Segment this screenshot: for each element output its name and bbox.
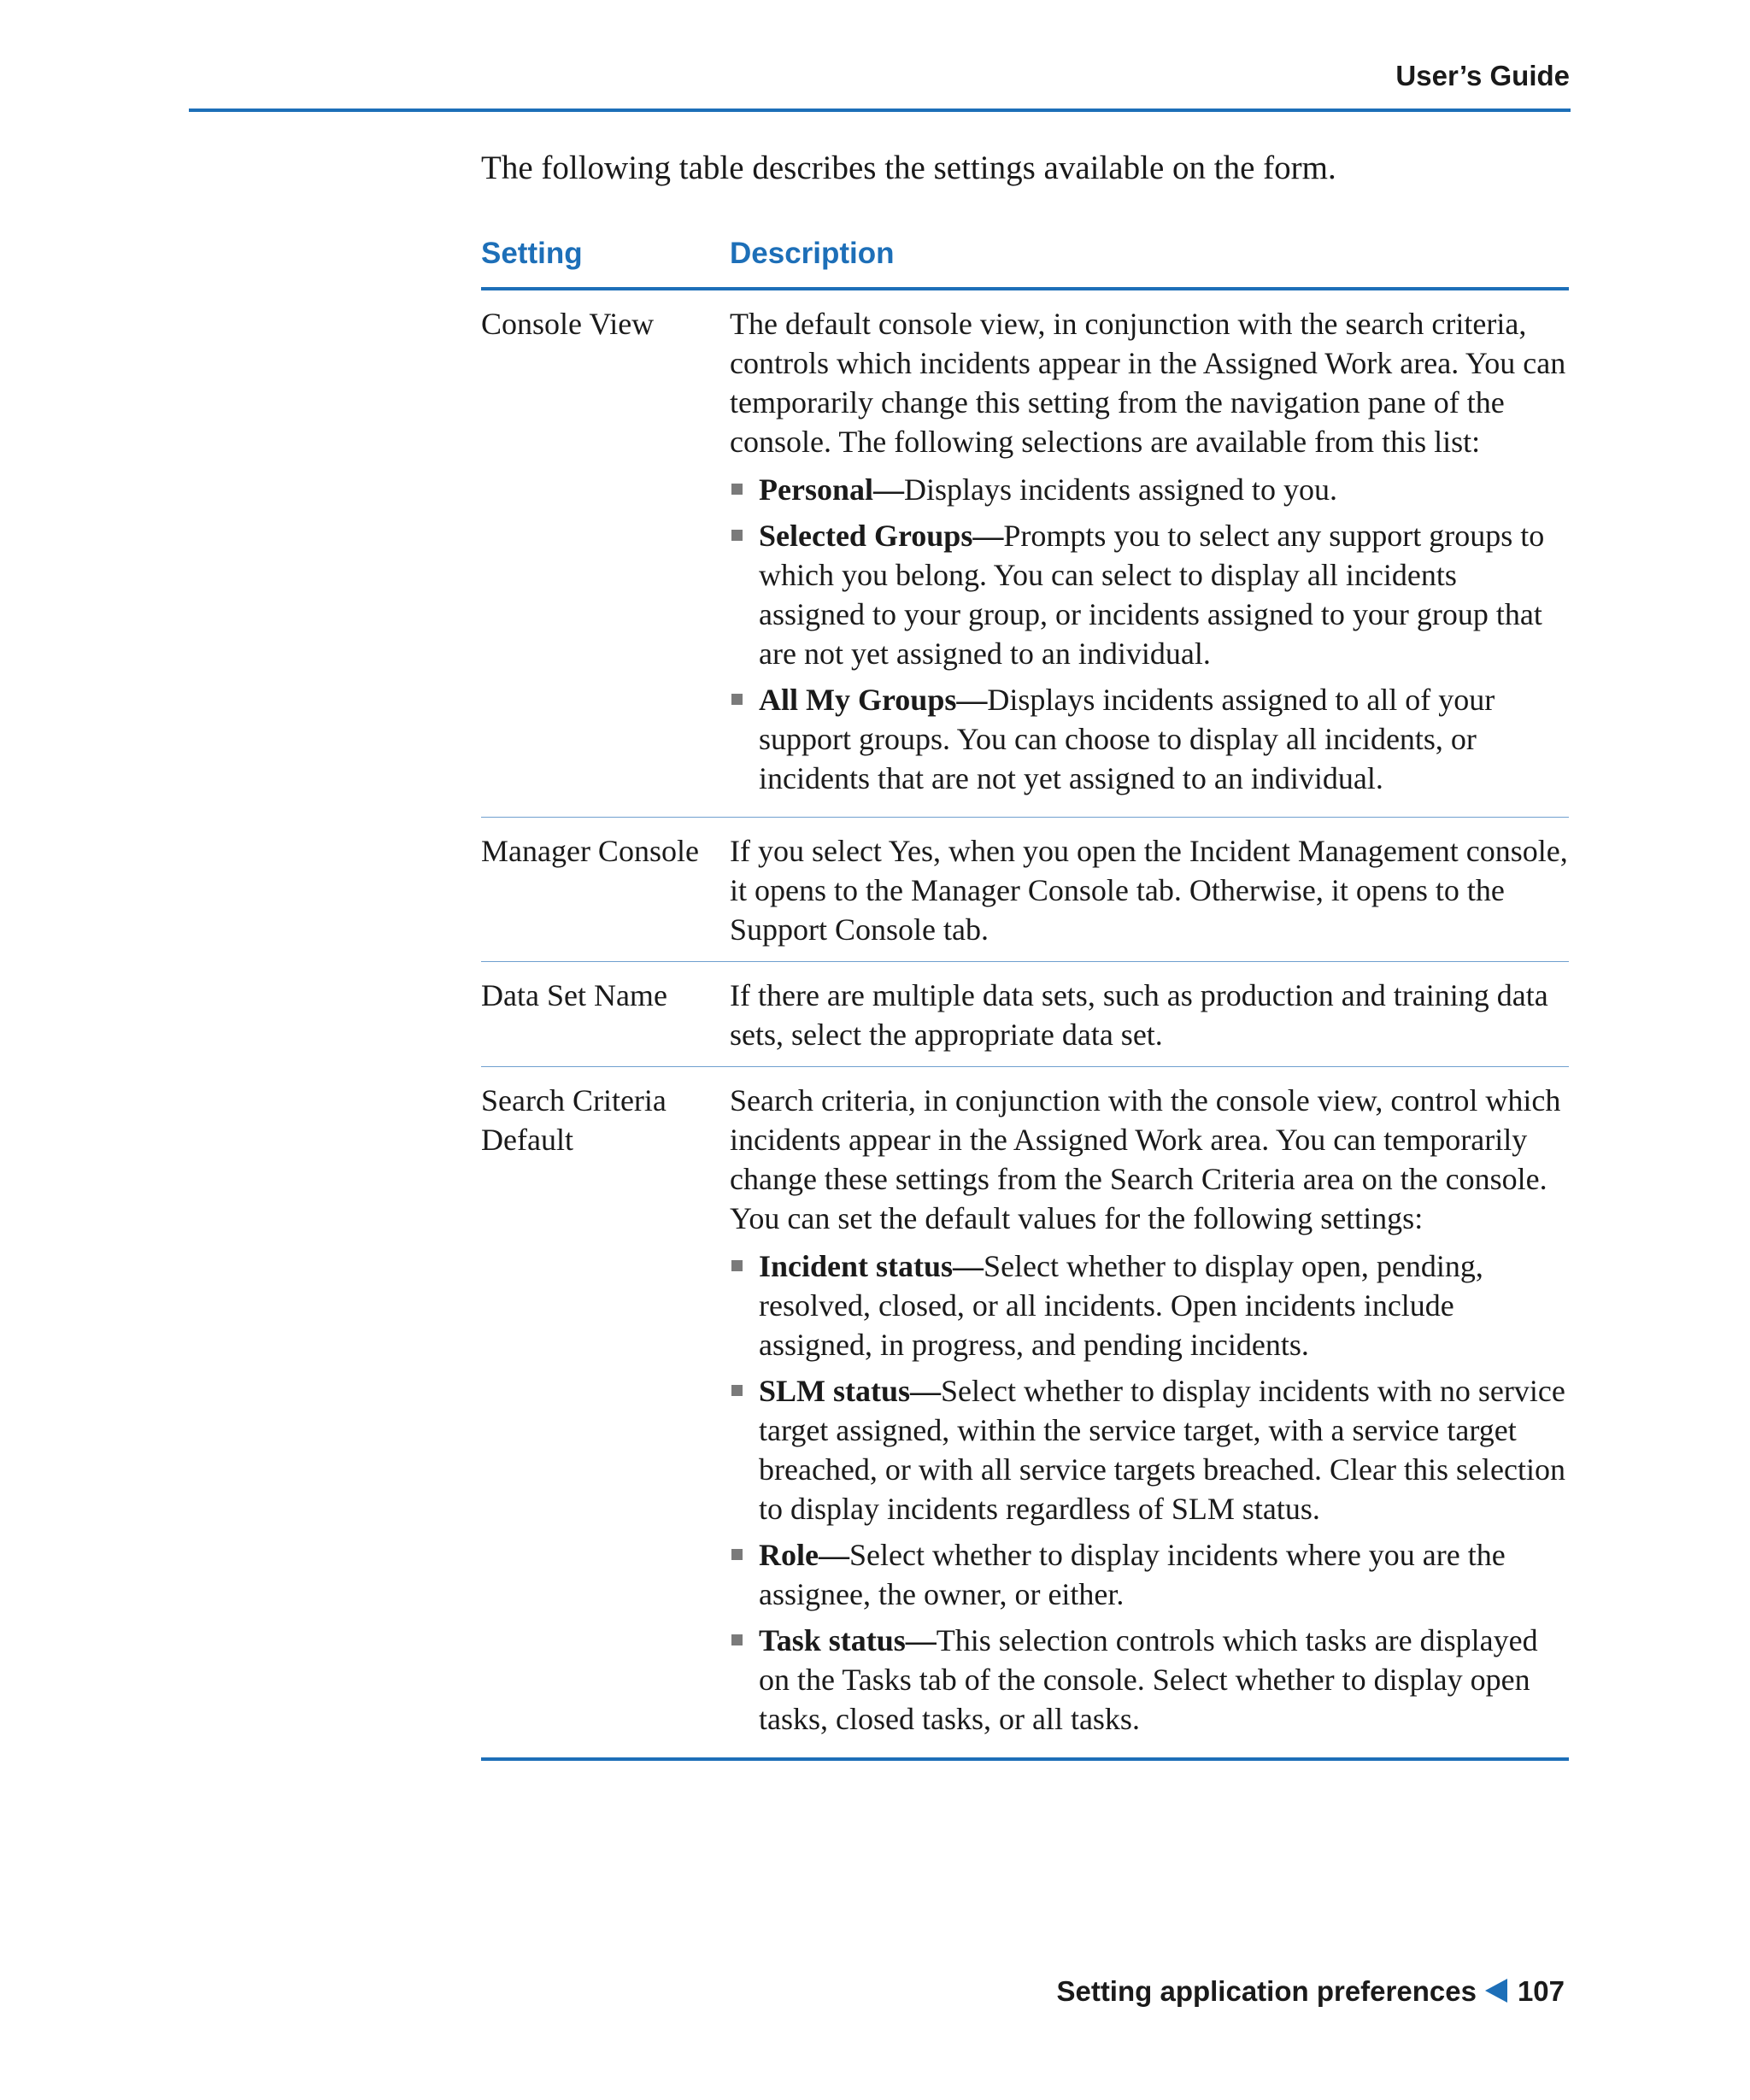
setting-name: Search Criteria Default [481, 1067, 730, 1760]
setting-name: Manager Console [481, 818, 730, 962]
option-term: Personal— [759, 472, 904, 507]
option-text: Select whether to display incidents where you are the assignee, the owner, or either. [759, 1538, 1506, 1611]
setting-description: Search criteria, in conjunction with the console view, control which incidents appear in the Assigned Work area. You can temporarily change these settings from the Search Criteria area on the console. You can set the default values for the following settings: [730, 1083, 1561, 1235]
intro-paragraph: The following table describes the settings available on the form. [481, 150, 1336, 186]
option-list [730, 1247, 1569, 1739]
option-term: All My Groups— [759, 683, 988, 717]
setting-name: Data Set Name [481, 962, 730, 1067]
option-term: Selected Groups— [759, 519, 1004, 553]
page-number: 107 [1517, 1975, 1565, 2007]
option-term: SLM status— [759, 1374, 942, 1408]
setting-description: The default console view, in conjunction with the search criteria, controls which incidents appear in the Assigned Work area. You can temporarily change this setting from the navigation pane of the console. The following selections are available from this list: [730, 307, 1566, 459]
list-item [730, 1535, 1569, 1614]
square-bullet-icon [731, 1385, 743, 1396]
list-item [730, 516, 1569, 673]
running-header: User’s Guide [1395, 60, 1570, 91]
list-item [730, 680, 1569, 798]
option-text: Displays incidents assigned to all of your support groups. You can choose to display all incidents, or incidents that are not yet assigned to an individual. [759, 683, 1495, 795]
square-bullet-icon [731, 1260, 743, 1271]
square-bullet-icon [731, 530, 743, 541]
setting-description: If there are multiple data sets, such as production and training data sets, select the appropriate data set. [730, 978, 1548, 1052]
list-item [730, 1371, 1569, 1528]
setting-description-cell [730, 818, 1569, 962]
page-footer [1056, 1975, 1565, 2008]
option-text: Prompts you to select any support groups to which you belong. You can select to display all incidents assigned to your group, or incidents assigned to your group that are not yet assigned to an individual. [759, 519, 1545, 671]
square-bullet-icon [731, 694, 743, 705]
option-text: Select whether to display open, pending, resolved, closed, or all incidents. Open incidents include assigned, in progress, and pending incidents. [759, 1249, 1483, 1362]
table-row [481, 962, 1569, 1067]
table-row [481, 818, 1569, 962]
list-item [730, 1621, 1569, 1739]
option-list [730, 470, 1569, 798]
option-text: Select whether to display incidents with no service target assigned, within the service target, with a service target breached, or with all service targets breached. Clear this selection to display incidents regardless of SLM status. [759, 1374, 1565, 1526]
setting-name: Console View [481, 289, 730, 818]
table-row [481, 289, 1569, 818]
setting-description: If you select Yes, when you open the Incident Management console, it opens to the Manager Console tab. Otherwise, it opens to the Support Console tab. [730, 834, 1568, 947]
square-bullet-icon [731, 484, 743, 495]
footer-section-title: Setting application preferences [1056, 1975, 1477, 2007]
table-header-row [481, 231, 1569, 289]
option-term: Task status— [759, 1623, 937, 1657]
option-text: This selection controls which tasks are displayed on the Tasks tab of the console. Select whether to display open tasks, closed tasks, or all tasks. [759, 1623, 1538, 1736]
square-bullet-icon [731, 1634, 743, 1645]
header-rule [189, 109, 1571, 112]
setting-description-cell [730, 289, 1569, 818]
setting-description-cell [730, 1067, 1569, 1760]
square-bullet-icon [731, 1549, 743, 1560]
settings-table [481, 231, 1569, 1761]
list-item [730, 1247, 1569, 1364]
option-text: Displays incidents assigned to you. [903, 472, 1337, 507]
table-row [481, 1067, 1569, 1760]
option-term: Incident status— [759, 1249, 984, 1283]
column-header-description: Description [730, 231, 1569, 289]
left-triangle-icon [1485, 1979, 1507, 2003]
setting-description-cell [730, 962, 1569, 1067]
list-item [730, 470, 1569, 509]
option-term: Role— [759, 1538, 849, 1572]
column-header-setting: Setting [481, 231, 730, 289]
